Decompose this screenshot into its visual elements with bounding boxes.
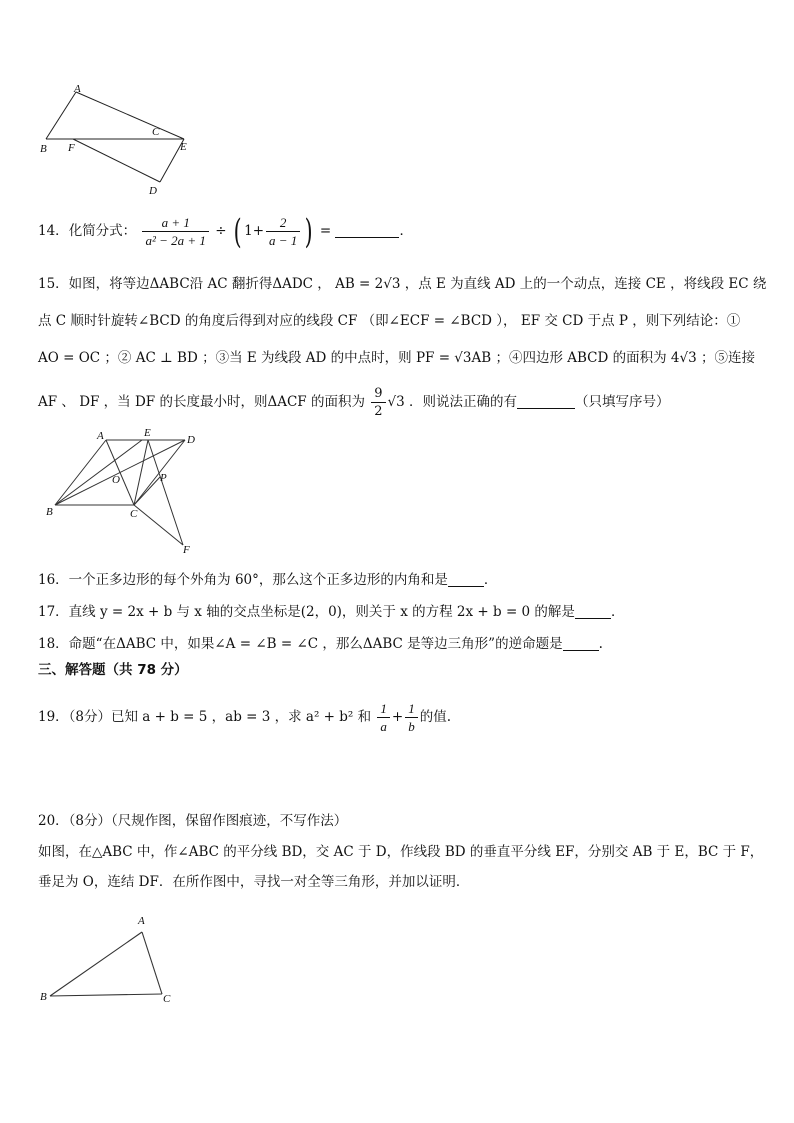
question-19: 19．（8分）已知 a + b = 5 ，ab = 3 ，求 a² + b² 和 $\frac{1}{a}$ + $\frac{1}{b}$ 的值. bbox=[38, 701, 452, 734]
q15-answer-blank[interactable] bbox=[517, 394, 575, 409]
section-3-title: 三、解答题（共 78 分） bbox=[38, 662, 188, 678]
q17-answer-blank[interactable] bbox=[575, 604, 611, 619]
label-A: A bbox=[74, 84, 81, 95]
q14-fraction-2: $\frac{2}{a - 1}$ bbox=[266, 214, 300, 249]
question-17: 17．直线 y = 2x + b 与 x 轴的交点坐标是(2，0)，则关于 x 的方程 2x + b = 0 的解是 ． bbox=[38, 604, 625, 620]
fig20-label-B: B bbox=[40, 991, 47, 1003]
q14-answer-blank[interactable] bbox=[335, 223, 399, 238]
fig20-label-C: C bbox=[163, 993, 171, 1005]
question-18: 18．命题“在ΔABC 中，如果∠A = ∠B = ∠C ，那么ΔABC 是等边三角形”的逆命题是 . bbox=[38, 636, 603, 652]
q14-equals: = bbox=[319, 223, 332, 239]
q14-fraction-1: $\frac{a + 1}{\text{a² − 2a + 1}}$ bbox=[142, 214, 208, 249]
question-14: 14．化简分式： $\frac{a + 1}{\text{a² − 2a + 1}}$ ÷ ( 1+ $\frac{2}{a - 1}$ ) = ． bbox=[38, 211, 413, 252]
fig15-label-D: D bbox=[187, 434, 195, 446]
question-20-line1: 20．（8分）（尺规作图，保留作图痕迹，不写作法） bbox=[38, 813, 348, 829]
fig20-label-A: A bbox=[138, 915, 145, 927]
fig15-label-E: E bbox=[144, 427, 151, 439]
q14-prefix: 化简分式： bbox=[68, 223, 137, 239]
fig15-label-A: A bbox=[97, 430, 104, 442]
fig15-label-P: P bbox=[160, 472, 167, 484]
question-15-line2: 点 C 顺时针旋转∠BCD 的角度后得到对应的线段 CF （即∠ECF = ∠BCD ）， EF 交 CD 于点 P ，则下列结论：① bbox=[38, 313, 741, 329]
q19-fraction-2: $\frac{1}{b}$ bbox=[405, 700, 418, 735]
fig15-label-C: C bbox=[130, 508, 138, 520]
q16-answer-blank[interactable] bbox=[448, 572, 484, 587]
q18-answer-blank[interactable] bbox=[563, 636, 599, 651]
question-15-line1: 15．如图，将等边ΔABC沿 AC 翻折得ΔADC ， AB = 2√3 ，点 E 为直线 AD 上的一个动点，连接 CE ，将线段 EC 绕 bbox=[38, 276, 767, 292]
question-20-line3: 垂足为 O，连结 DF．在所作图中，寻找一对全等三角形，并加以证明． bbox=[38, 874, 470, 890]
q14-one-plus: 1+ bbox=[244, 223, 265, 239]
question-16: 16．一个正多边形的每个外角为 60°，那么这个正多边形的内角和是 ． bbox=[38, 572, 498, 588]
q14-number: 14． bbox=[38, 223, 69, 239]
fig15-label-O: O bbox=[112, 474, 120, 486]
label-E: E bbox=[180, 141, 187, 153]
fig15-label-B: B bbox=[46, 506, 53, 518]
question-20-line2: 如图，在△ABC 中，作∠ABC 的平分线 BD，交 AC 于 D，作线段 BD 的垂直平分线 EF，分别交 AB 于 E，BC 于 F， bbox=[38, 844, 764, 860]
q14-divide: ÷ bbox=[215, 223, 227, 239]
fig15-label-F: F bbox=[183, 544, 190, 556]
figure-q13 bbox=[36, 84, 206, 200]
label-D: D bbox=[149, 185, 157, 197]
question-15-line3: AO = OC ；② AC ⊥ BD ；③当 E 为线段 AD 的中点时，则 PF = √3AB ；④四边形 ABCD 的面积为 4√3 ；⑤连接 bbox=[38, 350, 755, 366]
label-F: F bbox=[68, 142, 75, 154]
figure-q20 bbox=[36, 908, 186, 1008]
label-B: B bbox=[40, 143, 47, 155]
label-C: C bbox=[152, 126, 160, 138]
question-15-line4: AF 、 DF ，当 DF 的长度最小时，则ΔACF 的面积为 $\frac{9}{2}$ √3 ．则说法正确的有 （只填写序号） bbox=[38, 386, 670, 419]
q19-fraction-1: $\frac{1}{a}$ bbox=[377, 700, 390, 735]
figure-q15 bbox=[40, 425, 210, 560]
q15-fraction: $\frac{9}{2}$ bbox=[371, 385, 385, 420]
